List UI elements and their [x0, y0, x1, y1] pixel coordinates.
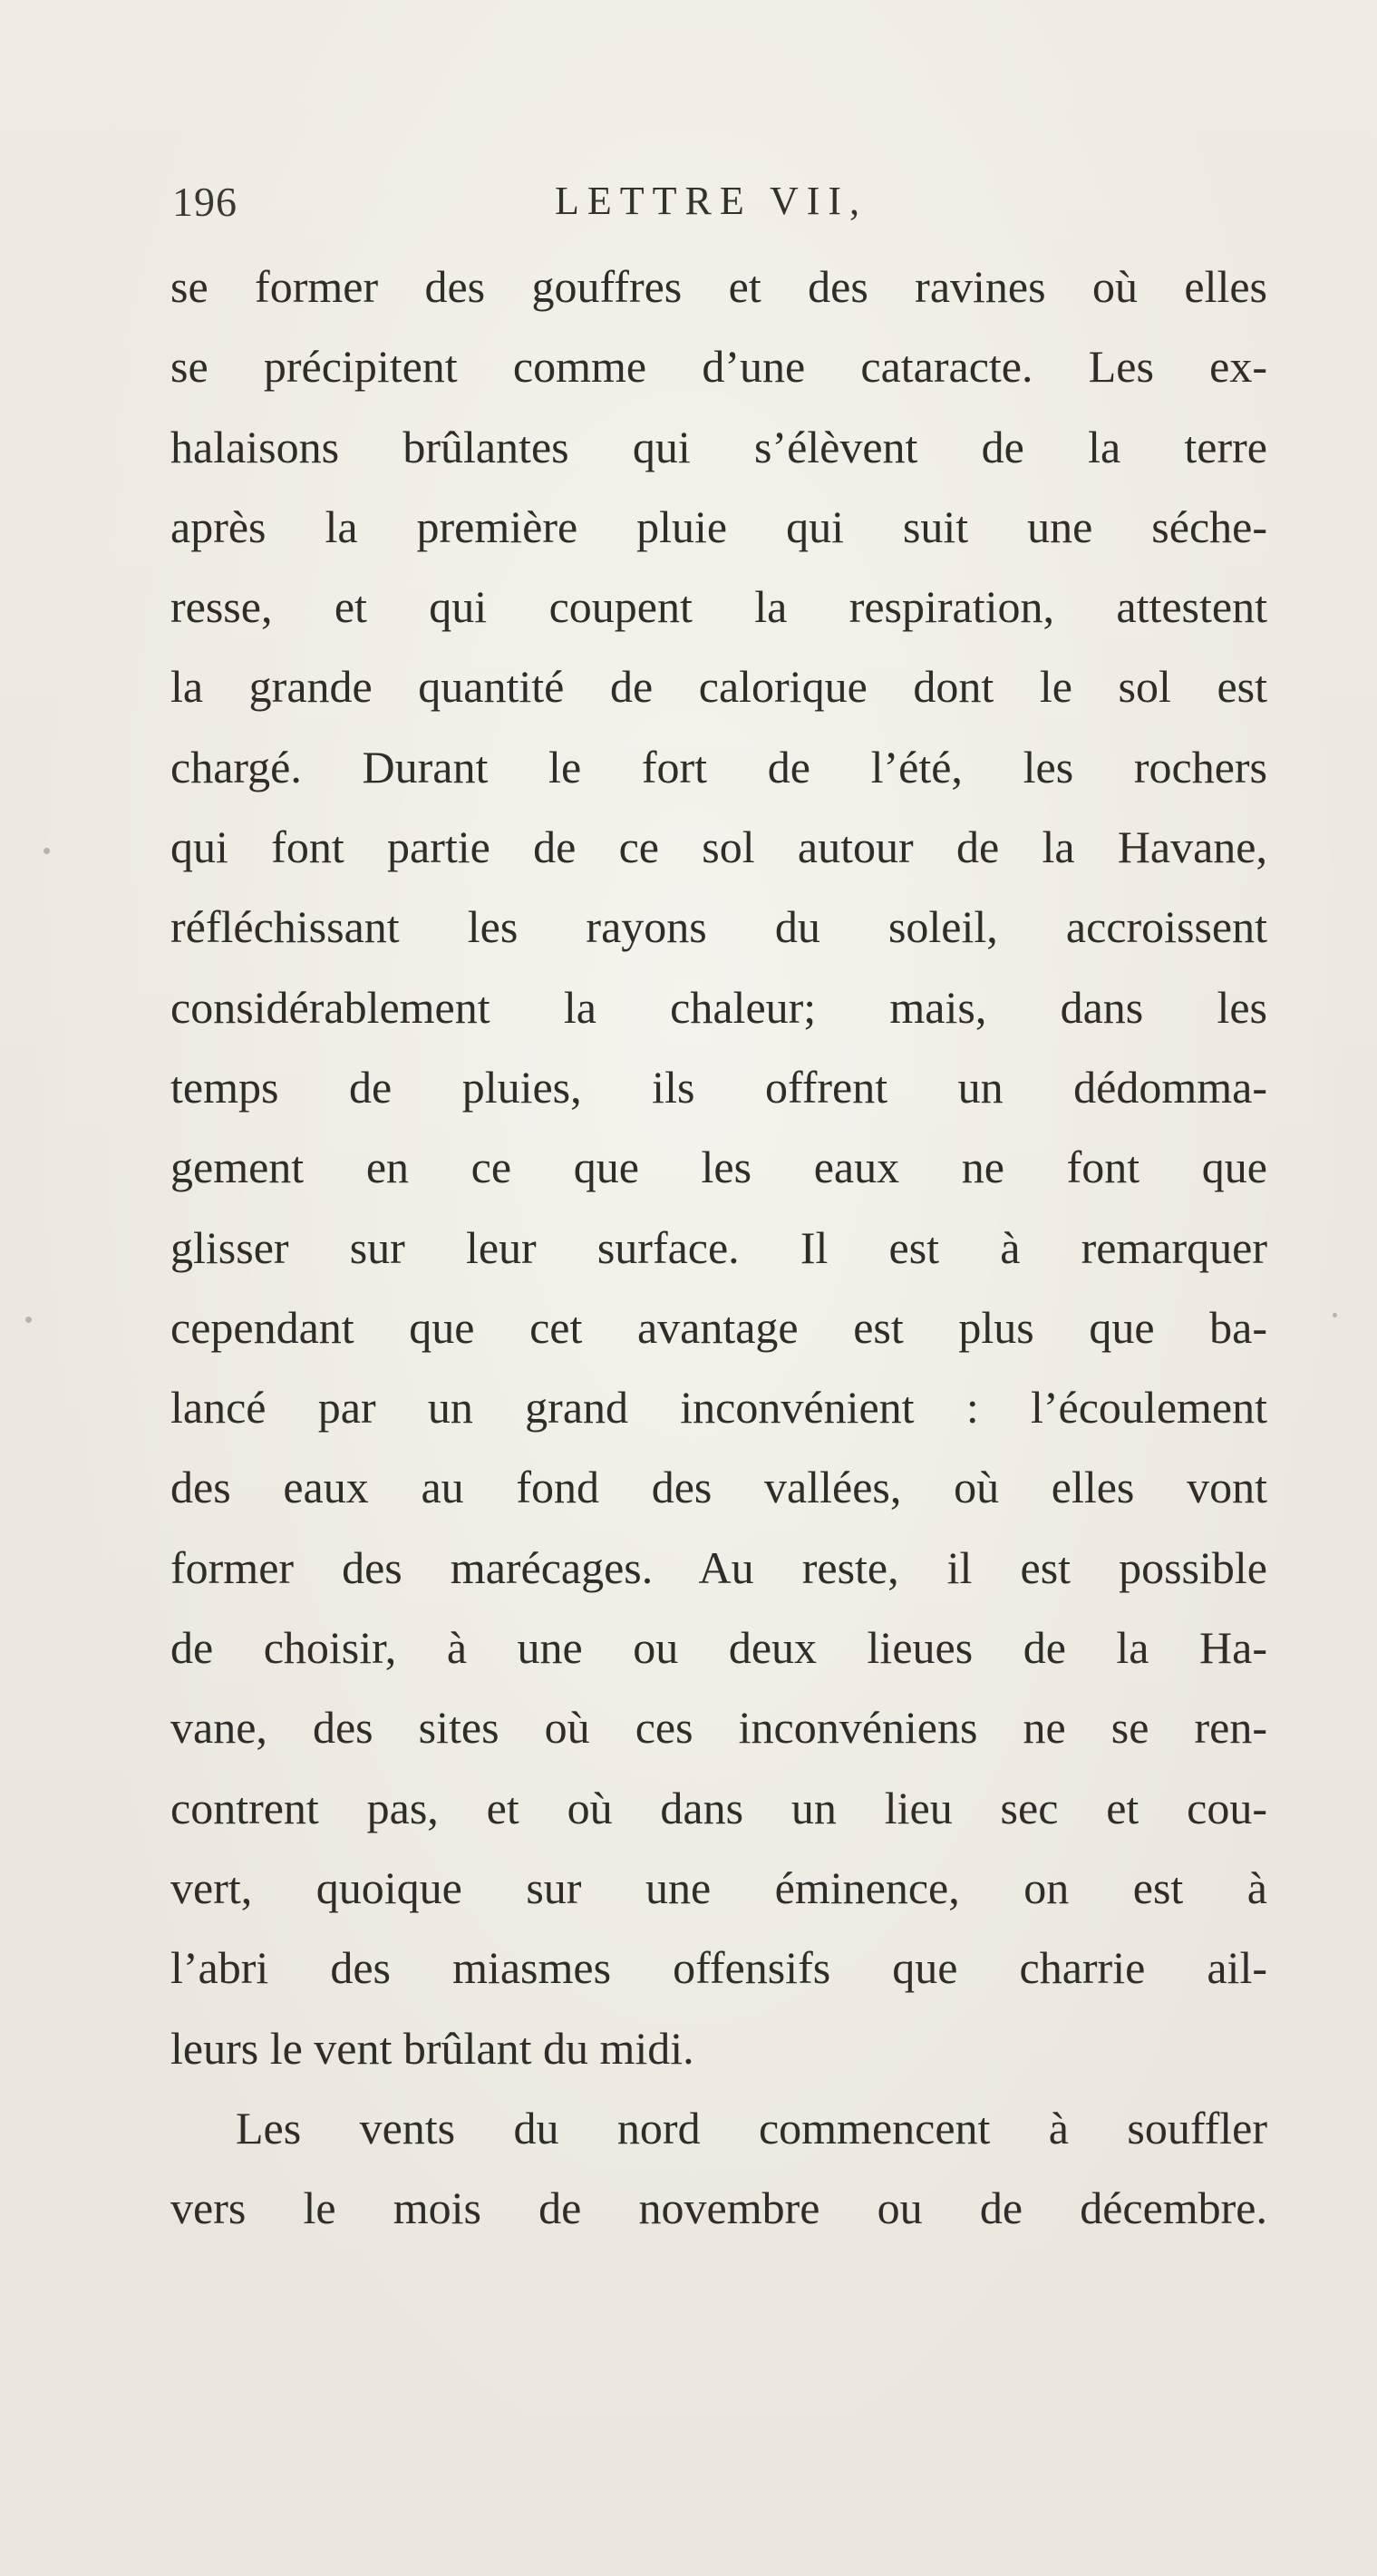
text-line: vert, quoique sur une éminence, on est à: [170, 1862, 1267, 1913]
text-line: glisser sur leur surface. Il est à remarquer: [170, 1221, 1267, 1273]
page-header: [172, 178, 1269, 250]
text-line: se former des gouffres et des ravines où elles: [170, 261, 1267, 312]
text-line: la grande quantité de calorique dont le sol est: [170, 661, 1267, 713]
page-number: 196: [172, 179, 238, 225]
text-line: réfléchissant les rayons du soleil, accroissent: [170, 901, 1267, 953]
text-line: former des marécages. Au reste, il est possible: [170, 1541, 1267, 1593]
text-line: qui font partie de ce sol autour de la Havane,: [170, 821, 1267, 873]
text-line: l’abri des miasmes offensifs que charrie ail-: [170, 1942, 1267, 1994]
text-line: halaisons brûlantes qui s’élèvent de la terre: [170, 421, 1267, 472]
text-line: lancé par un grand inconvénient : l’écoulement: [170, 1382, 1267, 1434]
text-line: resse, et qui coupent la respiration, attestent: [170, 581, 1267, 633]
text-line: après la première pluie qui suit une séche-: [170, 501, 1267, 552]
text-line: considérablement la chaleur; mais, dans les: [170, 981, 1267, 1033]
text-line: leurs le vent brûlant du midi.: [170, 2022, 694, 2074]
paper-speck: [25, 1317, 32, 1323]
text-line: Les vents du nord commencent à souffler: [236, 2102, 1267, 2153]
text-line: de choisir, à une ou deux lieues de la Ha-: [170, 1622, 1267, 1674]
text-line: se précipitent comme d’une cataracte. Les ex-: [170, 341, 1267, 393]
running-head: LETTRE VII,: [555, 179, 868, 223]
text-line: temps de pluies, ils offrent un dédomma-: [170, 1061, 1267, 1113]
text-line: chargé. Durant le fort de l’été, les rochers: [170, 741, 1267, 792]
text-line: contrent pas, et où dans un lieu sec et cou-: [170, 1782, 1267, 1833]
text-line: des eaux au fond des vallées, où elles vont: [170, 1462, 1267, 1513]
text-line: vers le mois de novembre ou de décembre.: [170, 2182, 1267, 2234]
paper-speck: [1333, 1313, 1337, 1317]
text-line: vane, des sites où ces inconvéniens ne se ren-: [170, 1702, 1267, 1754]
paper-speck: [44, 848, 50, 854]
text-line: cependant que cet avantage est plus que ba-: [170, 1301, 1267, 1353]
text-line: gement en ce que les eaux ne font que: [170, 1142, 1267, 1193]
body-text: [170, 247, 1267, 2248]
